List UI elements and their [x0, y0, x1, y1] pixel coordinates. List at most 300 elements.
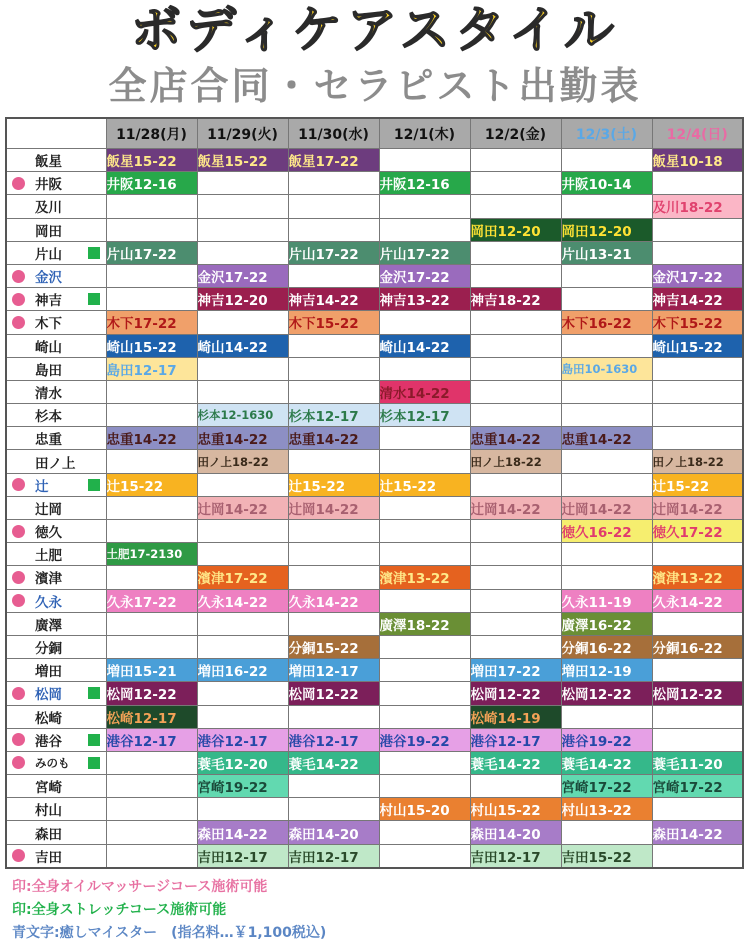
- therapist-name-cell: [6, 659, 106, 682]
- therapist-name: 井阪: [35, 177, 62, 194]
- shift-cell: 清水14-22: [379, 380, 470, 403]
- shift-cell: 辻岡14-22: [561, 496, 652, 519]
- empty-shift-cell: [197, 612, 288, 635]
- therapist-name: 辻岡: [35, 501, 62, 518]
- empty-shift-cell: [470, 566, 561, 589]
- shift-cell: 木下15-22: [652, 311, 743, 334]
- empty-shift-cell: [470, 404, 561, 427]
- shift-cell: 片山17-22: [379, 241, 470, 264]
- shift-cell: 神吉18-22: [470, 288, 561, 311]
- date-header-row: [6, 118, 743, 149]
- shift-cell: 辻岡14-22: [470, 496, 561, 519]
- therapist-name: 島田: [35, 362, 62, 379]
- shift-cell: 飯星15-22: [106, 149, 197, 172]
- shift-cell: 金沢17-22: [652, 264, 743, 287]
- empty-shift-cell: [288, 450, 379, 473]
- therapist-name: 神吉: [35, 293, 62, 310]
- therapist-name-cell: [6, 264, 106, 287]
- shift-cell: 杉本12-17: [379, 404, 470, 427]
- shift-cell: 辻15-22: [652, 473, 743, 496]
- shift-cell: 崎山15-22: [652, 334, 743, 357]
- empty-shift-cell: [561, 195, 652, 218]
- empty-shift-cell: [652, 705, 743, 728]
- therapist-name-cell: [6, 844, 106, 868]
- page-subtitle: 全店合同・セラピスト出勤表: [108, 64, 642, 108]
- empty-shift-cell: [197, 380, 288, 403]
- shift-cell: 久永14-22: [197, 589, 288, 612]
- table-row: [6, 682, 743, 705]
- empty-shift-cell: [379, 311, 470, 334]
- therapist-name-cell: [6, 821, 106, 844]
- therapist-name-cell: [6, 496, 106, 519]
- empty-shift-cell: [106, 798, 197, 821]
- empty-shift-cell: [288, 612, 379, 635]
- therapist-name: 廣澤: [35, 617, 62, 634]
- table-row: [6, 380, 743, 403]
- therapist-name: 清水: [35, 385, 62, 402]
- shift-cell: 久永14-22: [652, 589, 743, 612]
- empty-shift-cell: [288, 195, 379, 218]
- empty-shift-cell: [470, 195, 561, 218]
- empty-shift-cell: [288, 543, 379, 566]
- shift-cell: 宮崎19-22: [197, 775, 288, 798]
- green-square-icon: [88, 687, 100, 699]
- empty-shift-cell: [652, 357, 743, 380]
- empty-shift-cell: [561, 543, 652, 566]
- table-row: [6, 404, 743, 427]
- empty-shift-cell: [288, 218, 379, 241]
- shift-cell: 神吉14-22: [652, 288, 743, 311]
- shift-cell: 増田12-17: [288, 659, 379, 682]
- therapist-name-cell: [6, 218, 106, 241]
- empty-shift-cell: [379, 357, 470, 380]
- shift-cell: 片山17-22: [288, 241, 379, 264]
- empty-shift-cell: [288, 520, 379, 543]
- table-row: [6, 427, 743, 450]
- table-row: [6, 635, 743, 658]
- therapist-name-cell: [6, 450, 106, 473]
- empty-shift-cell: [106, 218, 197, 241]
- empty-shift-cell: [470, 172, 561, 195]
- empty-shift-cell: [106, 404, 197, 427]
- shift-cell: 金沢17-22: [379, 264, 470, 287]
- therapist-name: みのも: [35, 755, 70, 770]
- table-row: [6, 612, 743, 635]
- shift-cell: 神吉14-22: [288, 288, 379, 311]
- empty-shift-cell: [106, 520, 197, 543]
- table-row: [6, 149, 743, 172]
- empty-shift-cell: [561, 334, 652, 357]
- shift-cell: 分銅15-22: [288, 635, 379, 658]
- shift-cell: 木下17-22: [106, 311, 197, 334]
- therapist-name: 港谷: [35, 733, 62, 750]
- empty-shift-cell: [197, 705, 288, 728]
- empty-shift-cell: [652, 612, 743, 635]
- shift-cell: 松崎12-17: [106, 705, 197, 728]
- shift-cell: 吉田12-17: [470, 844, 561, 868]
- empty-shift-cell: [197, 682, 288, 705]
- table-row: [6, 844, 743, 868]
- therapist-name: 金沢: [35, 270, 62, 287]
- shift-cell: 徳久17-22: [652, 520, 743, 543]
- shift-cell: 濱津17-22: [197, 566, 288, 589]
- shift-schedule-table: [5, 117, 744, 869]
- shift-cell: 蓑毛14-22: [561, 751, 652, 774]
- empty-shift-cell: [470, 612, 561, 635]
- empty-shift-cell: [561, 404, 652, 427]
- therapist-name-cell: [6, 543, 106, 566]
- empty-shift-cell: [379, 682, 470, 705]
- shift-cell: 蓑毛14-22: [470, 751, 561, 774]
- shift-cell: 辻15-22: [379, 473, 470, 496]
- shift-cell: 辻岡14-22: [288, 496, 379, 519]
- therapist-name: 木下: [35, 316, 62, 333]
- empty-shift-cell: [288, 775, 379, 798]
- empty-shift-cell: [652, 241, 743, 264]
- shift-cell: 田ノ上18-22: [197, 450, 288, 473]
- table-row: [6, 798, 743, 821]
- shift-cell: 濱津13-22: [379, 566, 470, 589]
- shift-cell: 松岡12-22: [106, 682, 197, 705]
- therapist-name: 久永: [35, 594, 62, 611]
- empty-shift-cell: [106, 751, 197, 774]
- therapist-name: 濱津: [35, 571, 62, 588]
- pink-dot-icon: [12, 293, 25, 306]
- empty-shift-cell: [288, 566, 379, 589]
- empty-shift-cell: [288, 172, 379, 195]
- empty-shift-cell: [288, 264, 379, 287]
- shift-cell: 徳久16-22: [561, 520, 652, 543]
- empty-shift-cell: [379, 659, 470, 682]
- shift-cell: 濱津13-22: [652, 566, 743, 589]
- empty-shift-cell: [470, 775, 561, 798]
- shift-cell: 松岡12-22: [470, 682, 561, 705]
- green-square-icon: [88, 479, 100, 491]
- shift-cell: 増田17-22: [470, 659, 561, 682]
- empty-shift-cell: [106, 775, 197, 798]
- therapist-name-cell: [6, 195, 106, 218]
- empty-shift-cell: [197, 311, 288, 334]
- shift-cell: 島田10-1630: [561, 357, 652, 380]
- empty-shift-cell: [652, 798, 743, 821]
- shift-cell: 辻岡14-22: [652, 496, 743, 519]
- shift-cell: 松岡12-22: [561, 682, 652, 705]
- corner-cell: [6, 118, 106, 149]
- legend-dot-text: 印:全身オイルマッサージコース施術可能: [12, 879, 268, 895]
- shift-cell: 松崎14-19: [470, 705, 561, 728]
- empty-shift-cell: [470, 241, 561, 264]
- empty-shift-cell: [106, 844, 197, 868]
- shift-cell: 村山15-20: [379, 798, 470, 821]
- therapist-name: 松岡: [35, 687, 62, 704]
- shift-cell: 井阪12-16: [379, 172, 470, 195]
- shift-cell: 忠重14-22: [561, 427, 652, 450]
- empty-shift-cell: [652, 659, 743, 682]
- therapist-name: 宮崎: [35, 780, 62, 797]
- shift-cell: 井阪12-16: [106, 172, 197, 195]
- shift-cell: 崎山15-22: [106, 334, 197, 357]
- therapist-name-cell: [6, 311, 106, 334]
- empty-shift-cell: [561, 288, 652, 311]
- table-row: [6, 589, 743, 612]
- green-square-icon: [88, 293, 100, 305]
- pink-dot-icon: [12, 270, 25, 283]
- empty-shift-cell: [106, 566, 197, 589]
- therapist-name-cell: [6, 357, 106, 380]
- therapist-name-cell: [6, 775, 106, 798]
- empty-shift-cell: [379, 195, 470, 218]
- date-header-5: 12/3(土): [561, 118, 652, 149]
- empty-shift-cell: [470, 520, 561, 543]
- empty-shift-cell: [379, 751, 470, 774]
- empty-shift-cell: [379, 450, 470, 473]
- shift-cell: 崎山14-22: [197, 334, 288, 357]
- date-header-3: 12/1(木): [379, 118, 470, 149]
- shift-cell: 蓑毛12-20: [197, 751, 288, 774]
- therapist-name-cell: [6, 798, 106, 821]
- empty-shift-cell: [470, 380, 561, 403]
- date-header-1: 11/29(火): [197, 118, 288, 149]
- shift-cell: 村山15-22: [470, 798, 561, 821]
- therapist-name-cell: [6, 728, 106, 751]
- table-row: [6, 334, 743, 357]
- shift-cell: 神吉13-22: [379, 288, 470, 311]
- shift-cell: 辻15-22: [106, 473, 197, 496]
- empty-shift-cell: [652, 427, 743, 450]
- therapist-name-cell: [6, 241, 106, 264]
- therapist-name: 忠重: [35, 432, 62, 449]
- pink-dot-icon: [12, 571, 25, 584]
- empty-shift-cell: [379, 218, 470, 241]
- therapist-name: 松崎: [35, 710, 62, 727]
- pink-dot-icon: [12, 849, 25, 862]
- empty-shift-cell: [106, 496, 197, 519]
- empty-shift-cell: [106, 821, 197, 844]
- shift-cell: 忠重14-22: [470, 427, 561, 450]
- empty-shift-cell: [197, 195, 288, 218]
- shift-cell: 分銅16-22: [652, 635, 743, 658]
- pink-dot-icon: [12, 177, 25, 190]
- shift-cell: 森田14-22: [652, 821, 743, 844]
- shift-cell: 崎山14-22: [379, 334, 470, 357]
- shift-cell: 忠重14-22: [197, 427, 288, 450]
- therapist-name: 土肥: [35, 548, 62, 565]
- empty-shift-cell: [288, 334, 379, 357]
- therapist-name: 森田: [35, 826, 62, 843]
- shift-cell: 久永17-22: [106, 589, 197, 612]
- table-row: [6, 659, 743, 682]
- empty-shift-cell: [561, 566, 652, 589]
- table-row: [6, 195, 743, 218]
- shift-cell: 久永11-19: [561, 589, 652, 612]
- therapist-name-cell: [6, 682, 106, 705]
- empty-shift-cell: [106, 264, 197, 287]
- empty-shift-cell: [379, 543, 470, 566]
- empty-shift-cell: [379, 635, 470, 658]
- therapist-name: 村山: [35, 803, 62, 820]
- table-row: [6, 496, 743, 519]
- green-square-icon: [88, 734, 100, 746]
- therapist-name-cell: [6, 751, 106, 774]
- shift-cell: 金沢17-22: [197, 264, 288, 287]
- therapist-name-cell: [6, 612, 106, 635]
- shift-cell: 森田14-20: [470, 821, 561, 844]
- therapist-name-cell: [6, 589, 106, 612]
- shift-cell: 森田14-22: [197, 821, 288, 844]
- empty-shift-cell: [561, 473, 652, 496]
- empty-shift-cell: [106, 450, 197, 473]
- date-header-6: 12/4(日): [652, 118, 743, 149]
- therapist-name: 飯星: [35, 154, 62, 171]
- therapist-name-cell: [6, 149, 106, 172]
- empty-shift-cell: [197, 241, 288, 264]
- pink-dot-icon: [12, 478, 25, 491]
- empty-shift-cell: [379, 149, 470, 172]
- table-row: [6, 520, 743, 543]
- empty-shift-cell: [379, 705, 470, 728]
- shift-cell: 島田12-17: [106, 357, 197, 380]
- empty-shift-cell: [106, 288, 197, 311]
- table-row: [6, 450, 743, 473]
- therapist-name: 分銅: [35, 641, 62, 658]
- table-row: [6, 566, 743, 589]
- empty-shift-cell: [652, 543, 743, 566]
- shift-cell: 久永14-22: [288, 589, 379, 612]
- therapist-name: 吉田: [35, 849, 62, 866]
- shift-cell: 神吉12-20: [197, 288, 288, 311]
- therapist-name: 及川: [35, 200, 62, 217]
- shift-cell: 港谷12-17: [470, 728, 561, 751]
- therapist-name: 増田: [35, 664, 62, 681]
- shift-cell: 港谷12-17: [288, 728, 379, 751]
- shift-cell: 港谷19-22: [379, 728, 470, 751]
- therapist-name-cell: [6, 566, 106, 589]
- table-row: [6, 473, 743, 496]
- shift-cell: 松岡12-22: [652, 682, 743, 705]
- empty-shift-cell: [561, 380, 652, 403]
- table-row: [6, 218, 743, 241]
- pink-dot-icon: [12, 594, 25, 607]
- shift-cell: 岡田12-20: [561, 218, 652, 241]
- empty-shift-cell: [379, 427, 470, 450]
- shift-cell: 岡田12-20: [470, 218, 561, 241]
- legend-blue-text: 青文字:癒しマイスター (指名料…￥1,100税込): [12, 925, 327, 941]
- shift-cell: 及川18-22: [652, 195, 743, 218]
- empty-shift-cell: [106, 195, 197, 218]
- empty-shift-cell: [470, 149, 561, 172]
- shift-cell: 田ノ上18-22: [652, 450, 743, 473]
- empty-shift-cell: [652, 218, 743, 241]
- legend-square-text: 印:全身ストレッチコース施術可能: [12, 902, 227, 918]
- therapist-name-cell: [6, 427, 106, 450]
- therapist-name-cell: [6, 334, 106, 357]
- shift-cell: 増田15-21: [106, 659, 197, 682]
- shift-cell: 港谷19-22: [561, 728, 652, 751]
- empty-shift-cell: [288, 798, 379, 821]
- empty-shift-cell: [197, 635, 288, 658]
- empty-shift-cell: [379, 775, 470, 798]
- table-row: [6, 775, 743, 798]
- shift-cell: 吉田12-17: [197, 844, 288, 868]
- empty-shift-cell: [652, 728, 743, 751]
- shift-cell: 杉本12-1630: [197, 404, 288, 427]
- empty-shift-cell: [470, 589, 561, 612]
- empty-shift-cell: [470, 264, 561, 287]
- therapist-name: 岡田: [35, 223, 62, 240]
- empty-shift-cell: [197, 543, 288, 566]
- legend-dot: [12, 876, 267, 898]
- table-row: [6, 241, 743, 264]
- empty-shift-cell: [197, 357, 288, 380]
- table-row: [6, 821, 743, 844]
- empty-shift-cell: [197, 218, 288, 241]
- shift-cell: 蓑毛11-20: [652, 751, 743, 774]
- empty-shift-cell: [652, 844, 743, 868]
- therapist-name-cell: [6, 705, 106, 728]
- empty-shift-cell: [288, 705, 379, 728]
- shift-cell: 飯星17-22: [288, 149, 379, 172]
- pink-dot-icon: [12, 733, 25, 746]
- table-row: [6, 728, 743, 751]
- table-row: [6, 543, 743, 566]
- empty-shift-cell: [470, 334, 561, 357]
- empty-shift-cell: [106, 612, 197, 635]
- empty-shift-cell: [470, 543, 561, 566]
- table-row: [6, 172, 743, 195]
- empty-shift-cell: [470, 311, 561, 334]
- pink-dot-icon: [12, 525, 25, 538]
- therapist-name: 徳久: [35, 525, 62, 542]
- shift-cell: 飯星10-18: [652, 149, 743, 172]
- page-title: ボディケアスタイル: [131, 1, 619, 59]
- shift-cell: 増田16-22: [197, 659, 288, 682]
- empty-shift-cell: [470, 357, 561, 380]
- date-header-0: 11/28(月): [106, 118, 197, 149]
- shift-cell: 辻15-22: [288, 473, 379, 496]
- shift-cell: 木下15-22: [288, 311, 379, 334]
- table-row: [6, 751, 743, 774]
- therapist-name-cell: [6, 172, 106, 195]
- empty-shift-cell: [470, 473, 561, 496]
- empty-shift-cell: [652, 172, 743, 195]
- table-row: [6, 288, 743, 311]
- therapist-name-cell: [6, 380, 106, 403]
- shift-cell: 田ノ上18-22: [470, 450, 561, 473]
- table-row: [6, 357, 743, 380]
- shift-cell: 増田12-19: [561, 659, 652, 682]
- green-square-icon: [88, 247, 100, 259]
- pink-dot-icon: [12, 756, 25, 769]
- table-row: [6, 264, 743, 287]
- empty-shift-cell: [197, 172, 288, 195]
- therapist-name: 崎山: [35, 339, 62, 356]
- shift-cell: 吉田12-17: [288, 844, 379, 868]
- date-header-4: 12/2(金): [470, 118, 561, 149]
- therapist-name-cell: [6, 404, 106, 427]
- therapist-name: 田ノ上: [35, 455, 76, 472]
- table-row: [6, 705, 743, 728]
- therapist-name-cell: [6, 473, 106, 496]
- green-square-icon: [88, 757, 100, 769]
- empty-shift-cell: [197, 520, 288, 543]
- empty-shift-cell: [470, 635, 561, 658]
- therapist-name: 辻: [35, 478, 49, 495]
- empty-shift-cell: [379, 821, 470, 844]
- shift-cell: 木下16-22: [561, 311, 652, 334]
- shift-cell: 廣澤18-22: [379, 612, 470, 635]
- therapist-name-cell: [6, 520, 106, 543]
- shift-cell: 村山13-22: [561, 798, 652, 821]
